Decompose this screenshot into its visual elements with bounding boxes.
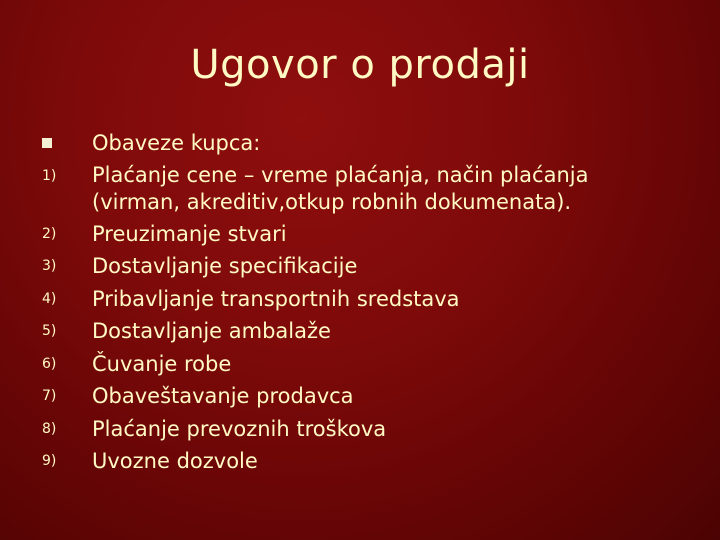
list-heading: [42, 127, 692, 160]
item-text: Dostavljanje specifikacije: [92, 254, 358, 278]
list-item: [42, 315, 692, 348]
square-bullet-icon: [42, 127, 52, 161]
item-text: Pribavljanje transportnih sredstava: [92, 286, 460, 311]
item-text: Plaćanje prevoznih troškova: [92, 416, 387, 441]
item-text: Dostavljanje ambalaže: [92, 319, 331, 343]
obligations-list: [42, 127, 692, 478]
item-text-line1: Plaćanje cene – vreme plaćanja, način plaćanja: [92, 162, 589, 187]
item-text: Obaveštavanje prodavca: [92, 384, 354, 408]
list-item: [42, 348, 692, 381]
list-item: [42, 380, 692, 413]
heading-text: Obaveze kupca:: [92, 131, 261, 155]
list-item: [42, 445, 692, 478]
item-text-line2: (virman, akreditiv,otkup robnih dokumenata).: [92, 190, 572, 214]
item-number: 5): [42, 323, 57, 339]
item-number: 7): [42, 388, 57, 404]
list-item: [42, 283, 692, 316]
item-number: 2): [42, 225, 57, 242]
list-item: [42, 413, 692, 446]
slide-title: Ugovor o prodaji: [190, 42, 530, 88]
list-item: [42, 218, 692, 251]
item-text: Preuzimanje stvari: [92, 221, 287, 246]
item-number: 4): [42, 290, 57, 307]
item-text: Uvozne dozvole: [92, 449, 258, 473]
item-number: 1): [42, 167, 57, 184]
item-number: 6): [42, 355, 57, 372]
list-item: [42, 250, 692, 283]
item-number: 3): [42, 258, 57, 274]
item-number: 8): [42, 420, 57, 437]
list-item: [42, 160, 692, 218]
item-text: Čuvanje robe: [92, 351, 232, 376]
item-number: 9): [42, 453, 57, 469]
